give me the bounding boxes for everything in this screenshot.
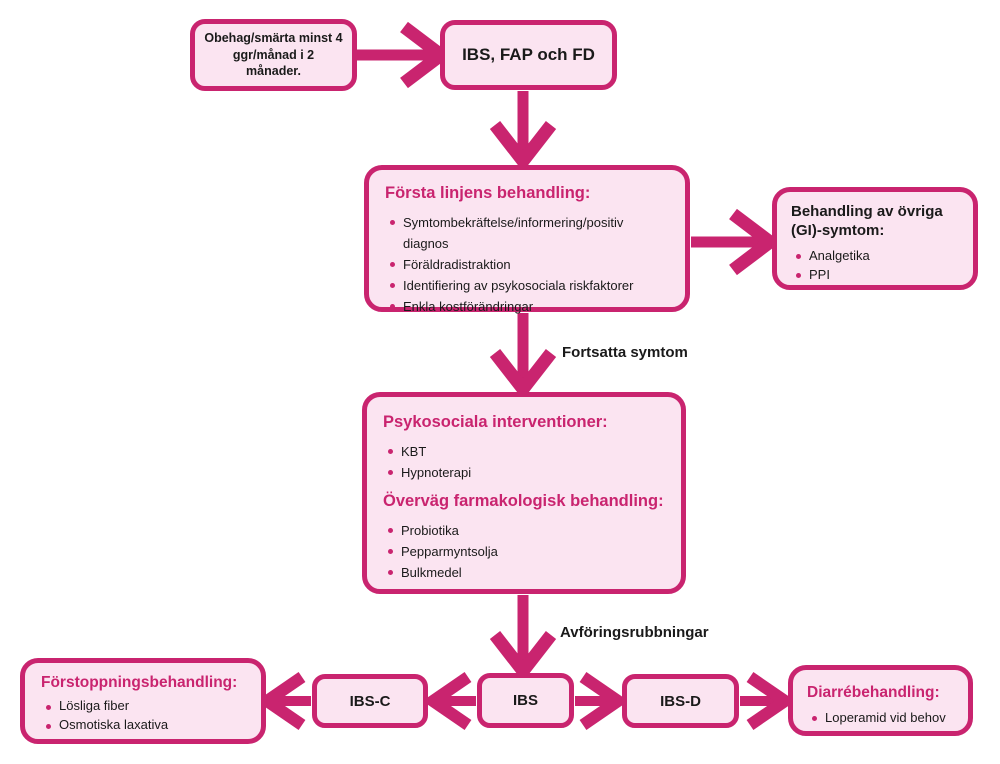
arrow-head-down-icon — [495, 353, 551, 389]
arrow-head-right-icon — [583, 677, 618, 725]
list-item: Identifiering av psykosociala riskfaktorer — [383, 275, 671, 296]
node-ibs-fap-fd — [440, 20, 617, 90]
arrow-head-right-icon — [404, 27, 441, 83]
arrow-ibsd-to-diarrhea — [740, 677, 785, 725]
arrow-firstline-to-gi — [691, 214, 770, 270]
criteria-text: Obehag/smärta minst 4 ggr/månad i 2 månader. — [204, 30, 343, 79]
bullet-list — [383, 212, 671, 317]
node-first-line-treatment — [364, 165, 690, 312]
arrow-head-down-icon — [495, 635, 551, 671]
list-item: Symtombekräftelse/informering/positiv diagnos — [383, 212, 671, 254]
list-item: Osmotiska laxativa — [39, 716, 247, 735]
bullet-list — [39, 697, 247, 734]
arrow-ibs-to-ibsc — [433, 677, 476, 725]
arrow-ibs-to-ibsd — [575, 677, 618, 725]
arrow-head-right-icon — [733, 214, 770, 270]
pharmacological-title: Överväg farmakologisk behandling: — [383, 492, 664, 510]
arrow-head-left-icon — [433, 677, 468, 725]
arrow-head-down-icon — [495, 125, 551, 161]
arrow-head-right-icon — [750, 677, 785, 725]
node-gi-symptom-treatment — [772, 187, 978, 290]
diagnosis-label: IBS, FAP och FD — [462, 45, 595, 64]
edge-label-stool-disturbances: Avföringsrubbningar — [560, 624, 709, 641]
node-psychosocial-interventions — [362, 392, 686, 594]
node-ibs-d — [622, 674, 739, 728]
arrow-firstline-to-psychosocial — [495, 313, 551, 389]
bullet-list — [805, 708, 956, 727]
bullet-list — [381, 520, 667, 583]
list-item: Hypnoterapi — [381, 462, 667, 483]
arrow-ibsc-to-constipation — [267, 677, 311, 725]
list-item: Föräldradistraktion — [383, 254, 671, 275]
list-item: Bulkmedel — [381, 562, 667, 583]
constipation-title: Förstoppningsbehandling: — [41, 674, 238, 691]
arrow-head-left-icon — [267, 677, 302, 725]
list-item: Probiotika — [381, 520, 667, 541]
ibs-label: IBS — [512, 692, 538, 709]
node-diarrhea-treatment — [788, 665, 973, 736]
edge-label-continued-symptoms: Fortsatta symtom — [562, 344, 688, 361]
first-line-title: Första linjens behandling: — [385, 184, 591, 202]
bullet-list — [381, 441, 667, 483]
arrow-psychosocial-to-ibs — [495, 595, 551, 671]
node-criteria — [190, 19, 357, 91]
ibs-c-label: IBS-C — [349, 692, 391, 710]
list-item: Pepparmyntsolja — [381, 541, 667, 562]
node-ibs — [477, 673, 574, 728]
list-item: Loperamid vid behov — [805, 708, 956, 727]
node-constipation-treatment — [20, 658, 266, 744]
list-item: KBT — [381, 441, 667, 462]
list-item: Lösliga fiber — [39, 697, 247, 716]
node-ibs-c — [312, 674, 428, 728]
psychosocial-title: Psykosociala interventioner: — [383, 413, 608, 431]
diarrhea-title: Diarrébehandling: — [807, 684, 940, 701]
gi-title: Behandling av övriga (GI)-symtom: — [791, 203, 943, 239]
ibs-d-label: IBS-D — [660, 692, 701, 710]
list-item: PPI — [789, 265, 961, 284]
list-item: Enkla kostförändringar — [383, 296, 671, 317]
bullet-list — [789, 246, 961, 284]
arrow-criteria-to-diagnosis — [357, 27, 441, 83]
arrow-diagnosis-to-firstline — [495, 91, 551, 161]
list-item: Analgetika — [789, 246, 961, 265]
